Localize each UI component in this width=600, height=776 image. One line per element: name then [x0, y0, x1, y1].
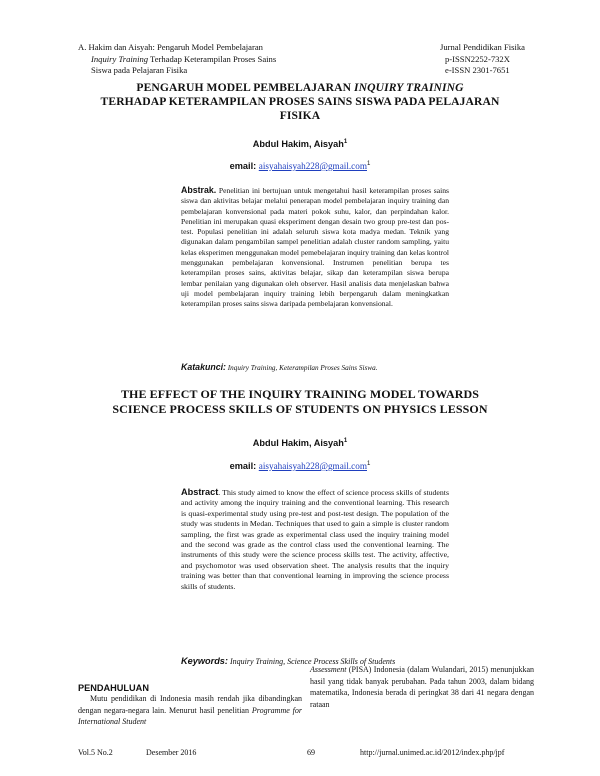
keywords-label-en: Keywords:	[181, 656, 228, 666]
e-issn: e-ISSN 2301-7651	[445, 65, 510, 75]
abstract-text-en: . This study aimed to know the effect of science process skills of students and activity among the inquiry training and the conventional learning. This research is quasi-experimental study using pre-test and post-test design. The population of the study was students in Medan. Techniques that used to gain a simple is cluster random sampling, the first was grade as experimental class used the inquiry training model and the second was grade as the control class used the conventional learning. The instruments of this study were the science process skills test. The activity, affective, and psychomotor was used observation sheet. The analysis results that the inquiry training was better than that conventional learning in improving the science process skills of students.	[181, 488, 449, 591]
abstract-text: Penelitian ini bertujuan untuk mengetahui hasil keterampilan proses sains siswa dan aktivitas belajar melalui penerapan model pembelajaran inquiry training dan pembelajaran konvensional pada materi pokok suhu, kalor, dan perpindahan kalor. Penelitian ini merupakan quasi eksperiment dengan desain two group pre-test dan pos-test. Populasi penelitian ini adalah seluruh siswa kota madya medan. Teknik yang digunakan dalam pengambilan sampel penelitian adalah cluster random sampling, yaitu kelas eksperimen menggunakan model pemebelajaran inquiry training dan kelas kontrol menggunakan pembelajaran konvensional. Instrumen penelitian berupa tes keterampilan proses sains, aktivitas belajar, sikap dan keterampilan siswa berupa lembar penilaian yang digunakan oleh observer. Hasil analisis data menjelaskan bahwa uji model pembelajaran inquiry training lebih berpengaruh dalam meningkatkan keterampilan proses sains siswa daripada pembelajaran konvensional.	[181, 186, 449, 309]
footer-date: Desember 2016	[146, 748, 197, 757]
running-header-left	[78, 42, 276, 77]
right-text: (PISA) Indonesia (dalam Wulandari, 2015) menunjukkan hasil yang tidak banyak perubahan. Pada tahun 2003, dalam bidang matematika, Indonesia berada di peringkat 38 dari 41 negara dengan rataan	[310, 665, 534, 709]
email-sup-en: 1	[367, 461, 371, 467]
keywords-text-en: Inquiry Training, Science Process Skills of Students	[229, 657, 396, 666]
email-label: email:	[229, 161, 259, 172]
authors: Abdul Hakim, Aisyah	[252, 139, 344, 150]
author-sup: 1	[343, 139, 348, 145]
title-id-part1: PENGARUH MODEL PEMBELAJARAN	[136, 81, 355, 94]
footer-url[interactable]: http://jurnal.unimed.ac.id/2012/index.php/jpf	[360, 748, 505, 757]
abstract-indonesian	[181, 185, 449, 310]
footer-volume: Vol.5 No.2	[78, 748, 113, 757]
author-line-indonesian	[100, 139, 500, 149]
left-italic: Programme for International Student	[78, 705, 302, 727]
page-number: 69	[307, 748, 315, 757]
email-link[interactable]: aisyahaisyah228@gmail.com	[258, 161, 367, 172]
abstract-label: Abstrak.	[181, 185, 217, 195]
keywords-indonesian	[181, 362, 377, 372]
header-left-line-3: Siswa pada Pelajaran Fisika	[91, 65, 188, 75]
section-title: PENDAHULUAN	[78, 683, 149, 693]
header-left-italic: Inquiry Training	[91, 53, 149, 64]
paper-title-english: THE EFFECT OF THE INQUIRY TRAINING MODEL TOWARDS SCIENCE PROCESS SKILLS OF STUDENTS ON PHYSICS LESSON	[112, 387, 488, 416]
header-left-line-1: A. Hakim dan Aisyah: Pengaruh Model Pembelajaran	[78, 42, 263, 52]
email-link-en[interactable]: aisyahaisyah228@gmail.com	[258, 461, 367, 472]
body-column-right	[310, 664, 534, 710]
running-header-right	[440, 42, 525, 77]
email-label-en: email:	[229, 461, 259, 472]
keywords-label: Katakunci:	[181, 362, 226, 372]
left-text: Mutu pendidikan di Indonesia masih rendah jika dibandingkan dengan negara-negara lain. Menurut hasil penelitian	[78, 694, 302, 715]
body-column-left	[78, 693, 302, 728]
email-line-indonesian	[100, 161, 500, 171]
email-sup: 1	[367, 161, 371, 167]
title-id-part2: TERHADAP KETERAMPILAN PROSES SAINS SISWA PADA PELAJARAN FISIKA	[100, 95, 500, 122]
title-id-italic: INQUIRY TRAINING	[354, 81, 464, 94]
author-line-english	[100, 438, 500, 448]
paper-title-indonesian	[100, 81, 500, 123]
journal-name: Jurnal Pendidikan Fisika	[440, 42, 525, 52]
right-italic: Assessment	[310, 665, 347, 674]
authors-en: Abdul Hakim, Aisyah	[252, 438, 344, 449]
p-issn: p-ISSN2252-732X	[445, 53, 510, 64]
abstract-english	[181, 487, 449, 592]
header-left-line-2: Inquiry Training Terhadap Keterampilan Proses Sains	[91, 53, 277, 64]
author-sup-en: 1	[343, 438, 348, 444]
abstract-label-en: Abstract	[181, 487, 219, 497]
email-line-english	[100, 461, 500, 471]
keywords-text: Inquiry Training, Keterampilan Proses Sains Siswa.	[227, 364, 378, 372]
